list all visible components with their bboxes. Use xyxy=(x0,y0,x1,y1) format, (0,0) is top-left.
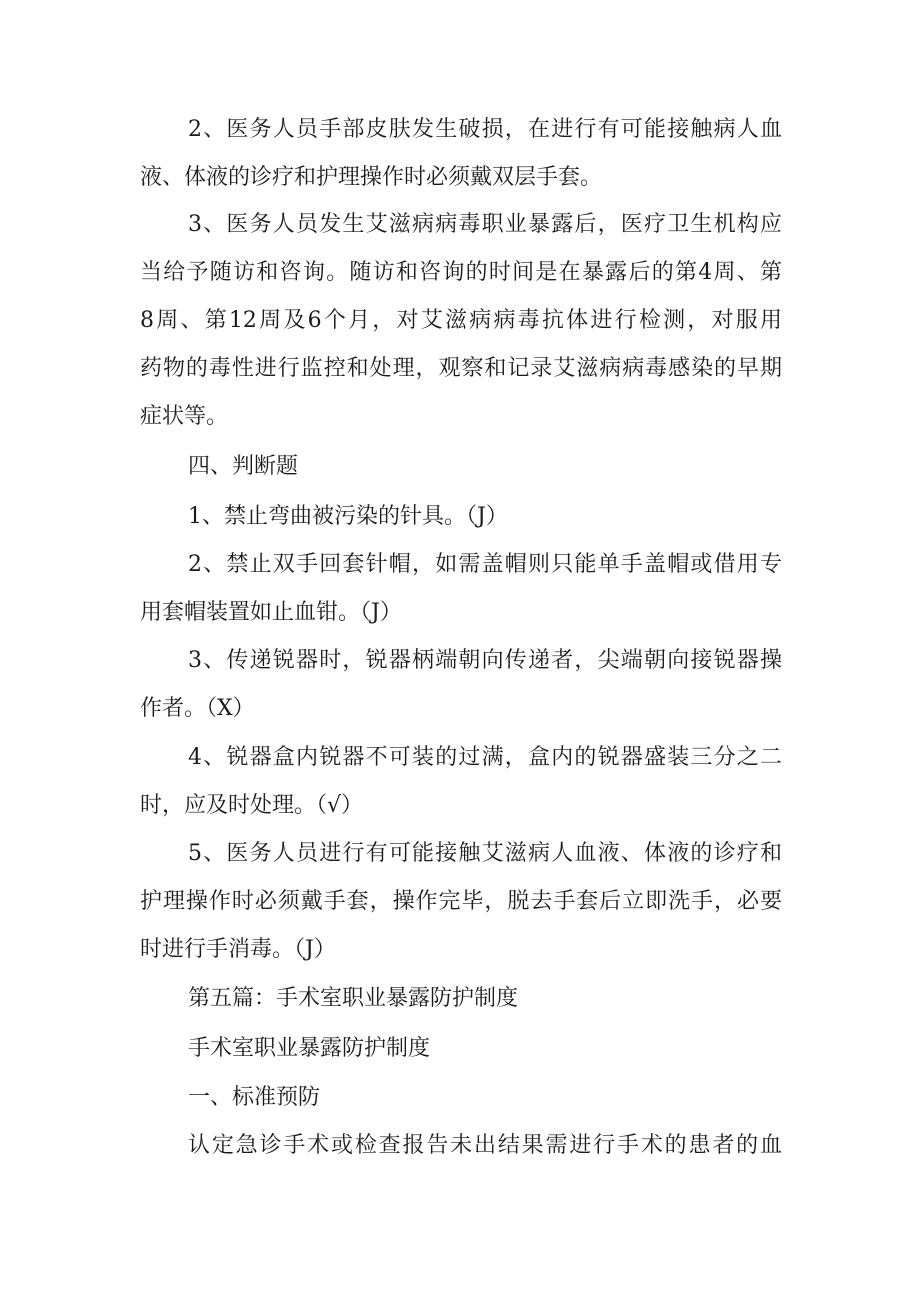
text-line: 认定急诊手术或检查报告未出结果需进行手术的患者的血 xyxy=(188,1133,782,1158)
text-line: 8周、第12周及6个月，对艾滋病病毒抗体进行检测，对服用 xyxy=(140,308,782,333)
text-line: 护理操作时必须戴手套，操作完毕，脱去手套后立即洗手，必要 xyxy=(140,889,782,914)
text-line: 药物的毒性进行监控和处理，观察和记录艾滋病病毒感染的早期 xyxy=(140,356,782,381)
section-heading: 第五篇：手术室职业暴露防护制度 xyxy=(188,986,519,1011)
text-line: 3、传递锐器时，锐器柄端朝向传递者，尖端朝向接锐器操 xyxy=(188,648,782,673)
text-line: 时，应及时处理。（√） xyxy=(140,793,364,818)
text-line: 2、医务人员手部皮肤发生破损，在进行有可能接触病人血 xyxy=(188,117,782,142)
text-line: 作者。（X） xyxy=(140,696,255,721)
text-line: 5、医务人员进行有可能接触艾滋病人血液、体液的诊疗和 xyxy=(188,841,782,866)
section-heading: 四、判断题 xyxy=(188,454,299,479)
section-heading: 手术室职业暴露防护制度 xyxy=(188,1036,431,1061)
text-line: 症状等。 xyxy=(140,404,229,429)
text-line: 1、禁止弯曲被污染的针具。（J） xyxy=(188,504,508,529)
text-line: 液、体液的诊疗和护理操作时必须戴双层手套。 xyxy=(140,165,603,190)
text-line: 4、锐器盒内锐器不可装的过满，盒内的锐器盛装三分之二 xyxy=(188,745,782,770)
text-line: 3、医务人员发生艾滋病病毒职业暴露后，医疗卫生机构应 xyxy=(188,212,782,237)
text-line: 2、禁止双手回套针帽，如需盖帽则只能单手盖帽或借用专 xyxy=(188,552,782,577)
text-line: 用套帽装置如止血钳。（J） xyxy=(140,600,402,625)
text-line: 时进行手消毒。（J） xyxy=(140,937,336,962)
section-heading: 一、标准预防 xyxy=(188,1085,321,1110)
text-line: 当给予随访和咨询。随访和咨询的时间是在暴露后的第4周、第 xyxy=(140,260,782,285)
